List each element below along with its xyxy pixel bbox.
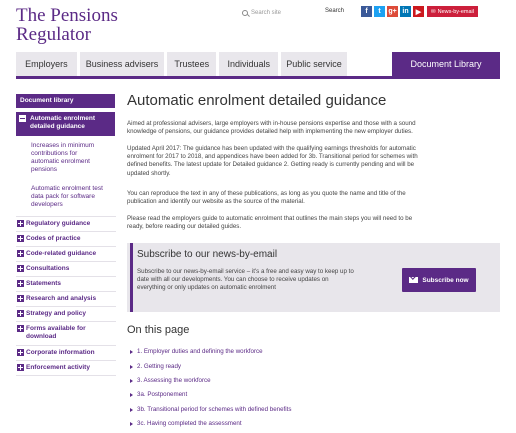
logo-line-2: Regulator bbox=[16, 24, 91, 45]
tab-employers[interactable]: Employers bbox=[16, 52, 77, 76]
sidebar-item-label: Forms available for bbox=[26, 325, 86, 332]
tab-trustees[interactable]: Trustees bbox=[167, 52, 216, 76]
sidebar-child-increases[interactable] bbox=[31, 142, 117, 174]
text-line: publication and identify our website as the source of the material. bbox=[127, 198, 305, 206]
expand-icon bbox=[17, 310, 24, 317]
nav-spacer bbox=[350, 52, 392, 76]
tab-business-advisers[interactable]: Business advisers bbox=[80, 52, 164, 76]
divider bbox=[16, 321, 116, 322]
sidebar-child-line: developers bbox=[31, 201, 63, 208]
news-by-email-label: News-by-email bbox=[437, 8, 474, 15]
text-line: defined benefits. The latest update for Detailed guidance 2. Getting ready is currently pending and will be bbox=[127, 161, 415, 169]
sidebar-item-corporate[interactable] bbox=[16, 349, 116, 357]
panel-accent-bar bbox=[130, 243, 133, 312]
sidebar-item-label: Strategy and policy bbox=[26, 310, 86, 317]
subscribe-now-button[interactable] bbox=[402, 268, 476, 292]
arrow-right-icon bbox=[130, 350, 133, 354]
sidebar-item-codes-of-practice[interactable] bbox=[16, 235, 116, 243]
sidebar-current-line-1: Automatic enrolment bbox=[30, 115, 96, 122]
arrow-right-icon bbox=[130, 422, 133, 426]
text-line: date with all our developments. You can choose to receive updates on bbox=[137, 276, 329, 283]
sidebar-item-forms[interactable] bbox=[16, 325, 116, 341]
sidebar-item-enforcement[interactable] bbox=[16, 364, 116, 372]
sidebar-item-research[interactable] bbox=[16, 295, 116, 303]
news-by-email-button[interactable] bbox=[427, 6, 478, 17]
sidebar-item-current[interactable] bbox=[16, 112, 115, 136]
link-getting-ready[interactable] bbox=[130, 363, 181, 370]
page-title: Automatic enrolment detailed guidance bbox=[127, 92, 387, 109]
subscribe-now-label: Subscribe now bbox=[422, 276, 469, 284]
expand-icon bbox=[17, 220, 24, 227]
link-label: 3b. Transitional period for schemes with defined benefits bbox=[137, 406, 292, 413]
sidebar-child-line: automatic enrolment bbox=[31, 158, 90, 165]
expand-icon bbox=[17, 235, 24, 242]
sidebar-item-label: Regulatory guidance bbox=[26, 220, 91, 227]
link-label: 1. Employer duties and defining the workforce bbox=[137, 348, 263, 355]
link-postponement[interactable] bbox=[130, 391, 187, 398]
expand-icon bbox=[17, 265, 24, 272]
site-logo[interactable] bbox=[16, 6, 118, 44]
link-label: 3c. Having completed the assessment bbox=[137, 420, 242, 427]
sidebar-child-line: data pack for software bbox=[31, 193, 95, 200]
reproduce-paragraph bbox=[127, 190, 499, 206]
tab-document-library[interactable]: Document Library bbox=[392, 52, 500, 76]
sidebar-child-line: Increases in minimum bbox=[31, 142, 95, 149]
text-line: Aimed at professional advisers, large employers with in-house pensions expertise and those with a sound bbox=[127, 120, 416, 127]
sidebar-item-consultations[interactable] bbox=[16, 265, 116, 273]
text-line: Please read the employers guide to automatic enrolment that outlines the main steps you will need to be bbox=[127, 215, 413, 222]
sidebar-heading[interactable]: Document library bbox=[16, 94, 115, 108]
envelope-icon bbox=[409, 277, 418, 283]
expand-icon bbox=[17, 325, 24, 332]
search-icon bbox=[242, 10, 248, 16]
expand-icon bbox=[17, 364, 24, 371]
expand-icon bbox=[17, 349, 24, 356]
link-label: 3a. Postponement bbox=[137, 391, 188, 398]
divider bbox=[16, 216, 116, 217]
link-completed-assessment[interactable] bbox=[130, 420, 242, 427]
on-this-page-heading: On this page bbox=[127, 324, 190, 336]
email-icon: ✉ bbox=[431, 8, 436, 15]
divider bbox=[16, 360, 116, 361]
subscribe-title: Subscribe to our news-by-email bbox=[137, 249, 278, 260]
arrow-right-icon bbox=[130, 393, 133, 397]
sidebar-item-label: Research and analysis bbox=[26, 295, 97, 302]
twitter-icon[interactable]: t bbox=[374, 6, 385, 17]
collapse-icon bbox=[19, 115, 26, 122]
sidebar-child-test-data[interactable] bbox=[31, 185, 117, 209]
text-line: everything or only updates on automatic enrolment bbox=[137, 284, 276, 291]
link-transitional[interactable] bbox=[130, 406, 291, 413]
linkedin-icon[interactable]: in bbox=[400, 6, 411, 17]
sidebar-item-label: Code-related guidance bbox=[26, 250, 97, 257]
divider bbox=[16, 246, 116, 247]
logo-line-1: The Pensions bbox=[16, 5, 118, 26]
text-line: ready, before reading our detailed guides. bbox=[127, 223, 242, 231]
sidebar-item-strategy[interactable] bbox=[16, 310, 116, 318]
main-nav bbox=[16, 52, 500, 79]
sidebar-child-line: pensions bbox=[31, 166, 58, 173]
arrow-right-icon bbox=[130, 365, 133, 369]
social-links bbox=[361, 6, 478, 17]
divider bbox=[16, 276, 116, 277]
divider bbox=[16, 291, 116, 292]
sidebar-child-line: Automatic enrolment test bbox=[31, 185, 103, 192]
tab-public-service[interactable]: Public service bbox=[281, 52, 347, 76]
text-line: knowledge of pensions, our guidance provides detailed help with implementing the new employer duties. bbox=[127, 128, 413, 136]
divider bbox=[16, 261, 116, 262]
tab-individuals[interactable]: Individuals bbox=[219, 52, 278, 76]
youtube-icon[interactable]: ▶ bbox=[413, 6, 424, 17]
text-line: enrolment for 2017 to 2018, and appendices have been added for 3b. Transitional period for schemes with bbox=[127, 153, 418, 161]
facebook-icon[interactable]: f bbox=[361, 6, 372, 17]
sidebar-item-label: Statements bbox=[26, 280, 62, 287]
link-label: 3. Assessing the workforce bbox=[137, 377, 211, 384]
sidebar-item-label: Codes of practice bbox=[26, 235, 81, 242]
expand-icon bbox=[17, 295, 24, 302]
search-placeholder: Search site bbox=[251, 9, 282, 16]
text-line: You can reproduce the text in any of these publications, as long as you quote the name and title of the bbox=[127, 190, 406, 197]
google-plus-icon[interactable]: g+ bbox=[388, 8, 397, 15]
read-guide-paragraph bbox=[127, 215, 499, 231]
search-button[interactable]: Search bbox=[325, 8, 345, 14]
sidebar-item-statements[interactable] bbox=[16, 280, 116, 288]
link-assessing[interactable] bbox=[130, 377, 211, 384]
update-paragraph bbox=[127, 145, 499, 178]
arrow-right-icon bbox=[130, 379, 133, 383]
text-line: updated shortly. bbox=[127, 169, 171, 177]
sidebar-item-regulatory-guidance[interactable] bbox=[16, 220, 116, 228]
search-input[interactable] bbox=[242, 7, 318, 18]
divider bbox=[16, 375, 116, 376]
arrow-right-icon bbox=[130, 408, 133, 412]
sidebar-item-label: Enforcement activity bbox=[26, 364, 90, 371]
divider bbox=[16, 231, 116, 232]
text-line: Subscribe to our news-by-email service – it's a free and easy way to keep up to bbox=[137, 268, 354, 275]
text-line: Updated April 2017: The guidance has been updated with the qualifying earnings thresholds for automatic bbox=[127, 145, 416, 152]
subscribe-text bbox=[137, 268, 394, 292]
sidebar-item-label: Corporate information bbox=[26, 349, 95, 356]
sidebar-child-line: contributions for bbox=[31, 150, 78, 157]
intro-paragraph bbox=[127, 120, 499, 136]
expand-icon bbox=[17, 250, 24, 257]
link-label: 2. Getting ready bbox=[137, 363, 182, 370]
link-employer-duties[interactable] bbox=[130, 348, 263, 355]
divider bbox=[16, 345, 116, 346]
sidebar-item-label: Consultations bbox=[26, 265, 70, 272]
sidebar-current-line-2: detailed guidance bbox=[30, 123, 85, 130]
sidebar-item-label: download bbox=[26, 333, 57, 340]
expand-icon bbox=[17, 280, 24, 287]
sidebar-item-code-related-guidance[interactable] bbox=[16, 250, 116, 258]
divider bbox=[16, 306, 116, 307]
